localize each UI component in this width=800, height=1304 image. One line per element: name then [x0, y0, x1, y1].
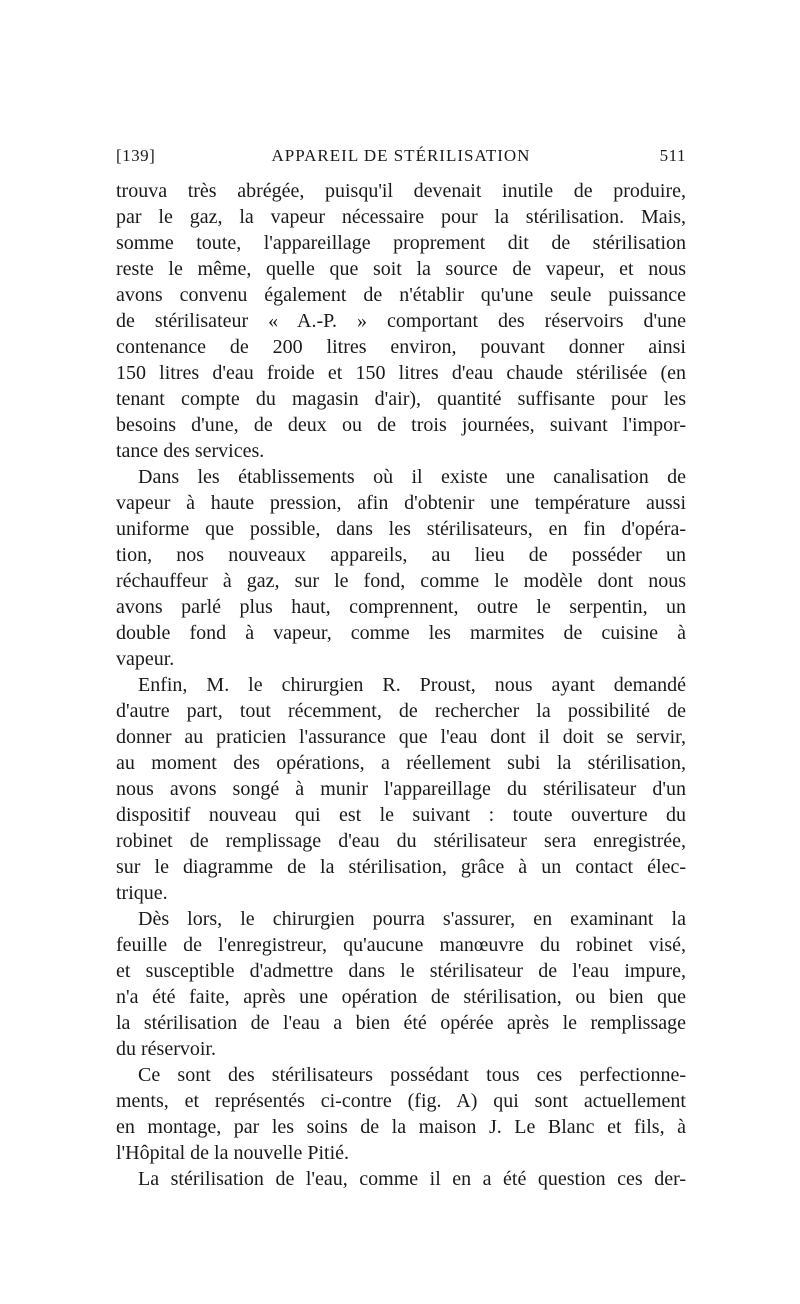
text-line: du réservoir.: [116, 1038, 216, 1060]
text-line: tance des services.: [116, 440, 265, 462]
text-line: double fond à vapeur, comme les marmites de cuisine à: [116, 622, 686, 644]
text-line: nous avons songé à munir l'appareillage du stérilisateur d'un: [116, 778, 686, 800]
text-line: reste le même, quelle que soit la source de vapeur, et nous: [116, 258, 686, 280]
text-line: avons convenu également de n'établir qu'une seule puissance: [116, 284, 686, 306]
text-line: trique.: [116, 882, 168, 904]
text-line: au moment des opérations, a réellement subi la stérilisation,: [116, 752, 686, 774]
text-line: n'a été faite, après une opération de stérilisation, ou bien que: [116, 986, 686, 1008]
text-line: trouva très abrégée, puisqu'il devenait inutile de produire,: [116, 180, 686, 202]
text-line: contenance de 200 litres environ, pouvant donner ainsi: [116, 336, 686, 358]
text-line: tion, nos nouveaux appareils, au lieu de posséder un: [116, 544, 686, 566]
text-line: Dès lors, le chirurgien pourra s'assurer, en examinant la: [138, 908, 686, 930]
text-line: donner au praticien l'assurance que l'eau dont il doit se servir,: [116, 726, 686, 748]
text-line: l'Hôpital de la nouvelle Pitié.: [116, 1142, 349, 1164]
text-line: Dans les établissements où il existe une canalisation de: [138, 466, 686, 488]
running-title: APPAREIL DE STÉRILISATION: [271, 146, 531, 165]
text-line: Ce sont des stérilisateurs possédant tous ces perfectionne-: [138, 1064, 686, 1086]
text-line: vapeur à haute pression, afin d'obtenir une température aussi: [116, 492, 686, 514]
text-line: Enfin, M. le chirurgien R. Proust, nous ayant demandé: [138, 674, 686, 696]
text-line: et susceptible d'admettre dans le stérilisateur de l'eau impure,: [116, 960, 686, 982]
text-line: d'autre part, tout récemment, de rechercher la possibilité de: [116, 700, 686, 722]
page-number: 511: [659, 146, 686, 165]
text-line: sur le diagramme de la stérilisation, grâce à un contact élec-: [116, 856, 686, 878]
text-line: vapeur.: [116, 648, 175, 670]
text-line: réchauffeur à gaz, sur le fond, comme le modèle dont nous: [116, 570, 686, 592]
text-line: La stérilisation de l'eau, comme il en a été question ces der-: [138, 1168, 686, 1190]
text-line: avons parlé plus haut, comprennent, outre le serpentin, un: [116, 596, 686, 618]
text-line: de stérilisateur « A.-P. » comportant des réservoirs d'une: [116, 310, 686, 332]
text-line: la stérilisation de l'eau a bien été opérée après le remplissage: [116, 1012, 686, 1034]
body-text: [116, 178, 686, 1192]
text-line: 150 litres d'eau froide et 150 litres d'eau chaude stérilisée (en: [116, 362, 686, 384]
text-line: par le gaz, la vapeur nécessaire pour la stérilisation. Mais,: [116, 206, 686, 228]
text-line: uniforme que possible, dans les stérilisateurs, en fin d'opéra-: [116, 518, 686, 540]
text-line: feuille de l'enregistreur, qu'aucune manœuvre du robinet visé,: [116, 934, 686, 956]
text-line: en montage, par les soins de la maison J. Le Blanc et fils, à: [116, 1116, 686, 1138]
text-line: tenant compte du magasin d'air), quantité suffisante pour les: [116, 388, 686, 410]
text-line: dispositif nouveau qui est le suivant : toute ouverture du: [116, 804, 686, 826]
text-line: besoins d'une, de deux ou de trois journées, suivant l'impor-: [116, 414, 686, 436]
text-line: somme toute, l'appareillage proprement dit de stérilisation: [116, 232, 686, 254]
text-line: ments, et représentés ci-contre (fig. A) qui sont actuellement: [116, 1090, 686, 1112]
section-number: [139]: [116, 146, 156, 165]
text-line: robinet de remplissage d'eau du stérilisateur sera enregistrée,: [116, 830, 686, 852]
running-header: [116, 146, 686, 170]
